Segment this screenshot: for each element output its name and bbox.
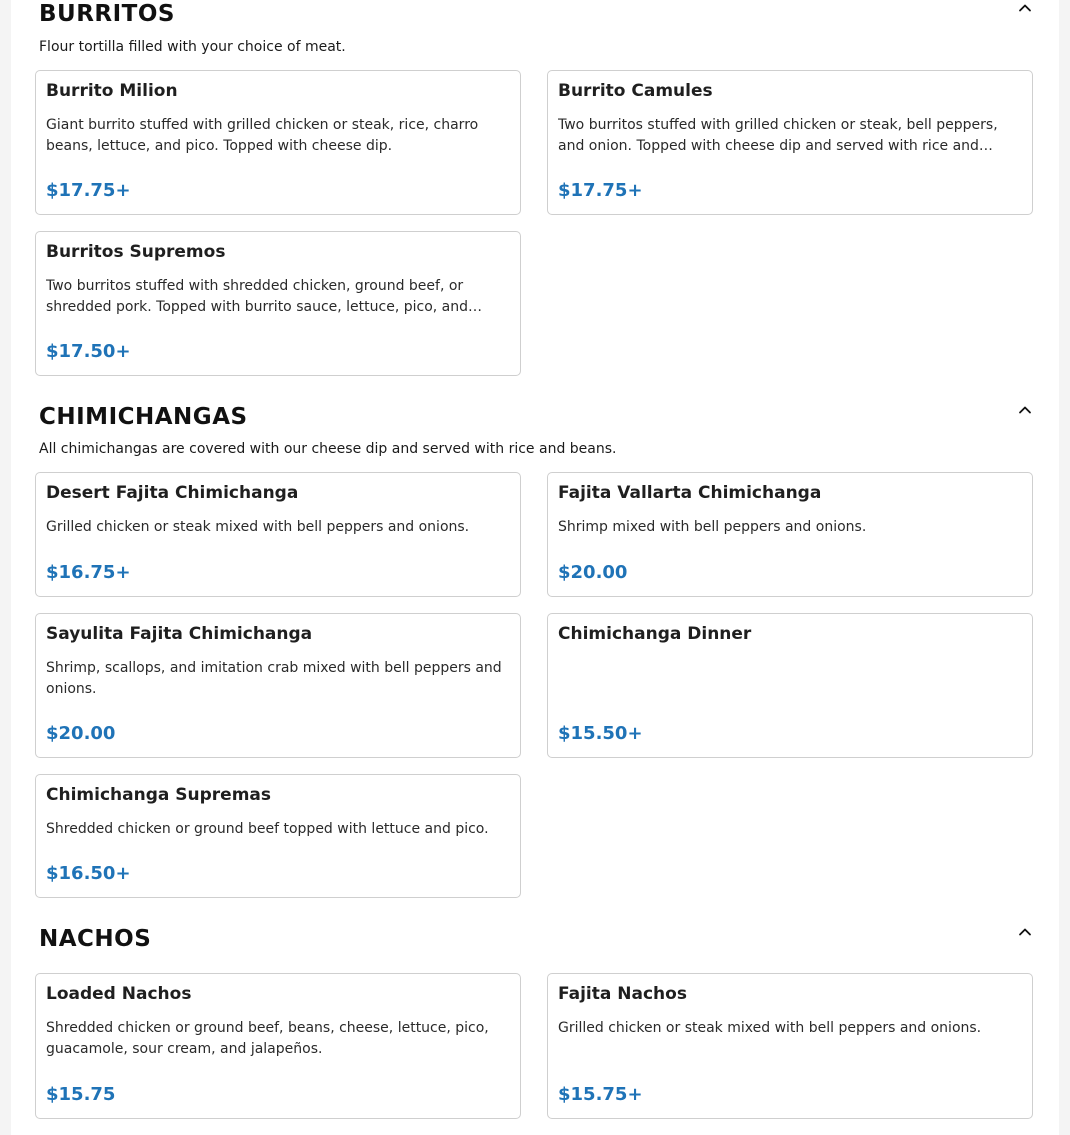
item-name: Burrito Camules [558, 81, 713, 101]
item-price: $16.75+ [46, 562, 131, 583]
item-price: $15.75+ [558, 1084, 643, 1105]
chevron-up-icon [1017, 402, 1033, 418]
item-name: Chimichanga Supremas [46, 785, 271, 805]
item-description: Shrimp mixed with bell peppers and onions. [558, 519, 867, 535]
item-price: $16.50+ [46, 863, 131, 884]
item-price: $15.50+ [558, 723, 643, 744]
item-price: $20.00 [558, 562, 628, 583]
item-price: $20.00 [46, 723, 116, 744]
menu-item-card[interactable] [547, 70, 1033, 215]
chevron-up-icon [1017, 0, 1033, 16]
item-name: Fajita Vallarta Chimichanga [558, 483, 822, 503]
item-price: $15.75 [46, 1084, 116, 1105]
chevron-up-icon [1017, 924, 1033, 940]
item-description: Giant burrito stuffed with grilled chicken or steak, rice, charro beans, lettuce, and pico. Topped with cheese dip. [46, 117, 479, 154]
menu-item-card[interactable] [35, 774, 521, 898]
menu-item-card[interactable] [35, 472, 521, 597]
menu-item-card[interactable] [547, 613, 1033, 758]
item-name: Desert Fajita Chimichanga [46, 483, 299, 503]
item-description: Shrimp, scallops, and imitation crab mixed with bell peppers and onions. [46, 660, 502, 697]
section-description: Flour tortilla filled with your choice of meat. [39, 39, 346, 55]
item-name: Burrito Milion [46, 81, 178, 101]
menu-item-card[interactable] [547, 472, 1033, 597]
section-description: All chimichangas are covered with our cheese dip and served with rice and beans. [39, 441, 617, 457]
item-name: Chimichanga Dinner [558, 624, 752, 644]
menu-item-card[interactable] [35, 231, 521, 376]
item-description: Shredded chicken or ground beef, beans, cheese, lettuce, pico, guacamole, sour cream, and jalapeños. [46, 1020, 489, 1057]
item-name: Fajita Nachos [558, 984, 687, 1004]
section-title: BURRITOS [39, 1, 175, 27]
item-description: Two burritos stuffed with grilled chicken or steak, bell peppers, and onion. Topped with cheese dip and served with rice and… [558, 117, 998, 154]
item-description: Two burritos stuffed with shredded chicken, ground beef, or shredded pork. Topped with burrito sauce, lettuce, pico, and… [46, 278, 483, 315]
item-description: Shredded chicken or ground beef topped with lettuce and pico. [46, 821, 489, 837]
item-price: $17.75+ [46, 180, 131, 201]
menu-page [11, 0, 1059, 1135]
item-name: Sayulita Fajita Chimichanga [46, 624, 313, 644]
item-price: $17.50+ [46, 341, 131, 362]
menu-item-card[interactable] [35, 973, 521, 1119]
section-title: CHIMICHANGAS [39, 404, 248, 430]
item-name: Burritos Supremos [46, 242, 226, 262]
item-price: $17.75+ [558, 180, 643, 201]
collapse-section-button[interactable] [1013, 920, 1037, 944]
item-name: Loaded Nachos [46, 984, 192, 1004]
menu-item-card[interactable] [547, 973, 1033, 1119]
item-description: Grilled chicken or steak mixed with bell peppers and onions. [46, 519, 470, 535]
section-title: NACHOS [39, 926, 152, 952]
menu-item-card[interactable] [35, 70, 521, 215]
menu-item-card[interactable] [35, 613, 521, 758]
item-description: Grilled chicken or steak mixed with bell peppers and onions. [558, 1020, 982, 1036]
collapse-section-button[interactable] [1013, 0, 1037, 20]
collapse-section-button[interactable] [1013, 398, 1037, 422]
